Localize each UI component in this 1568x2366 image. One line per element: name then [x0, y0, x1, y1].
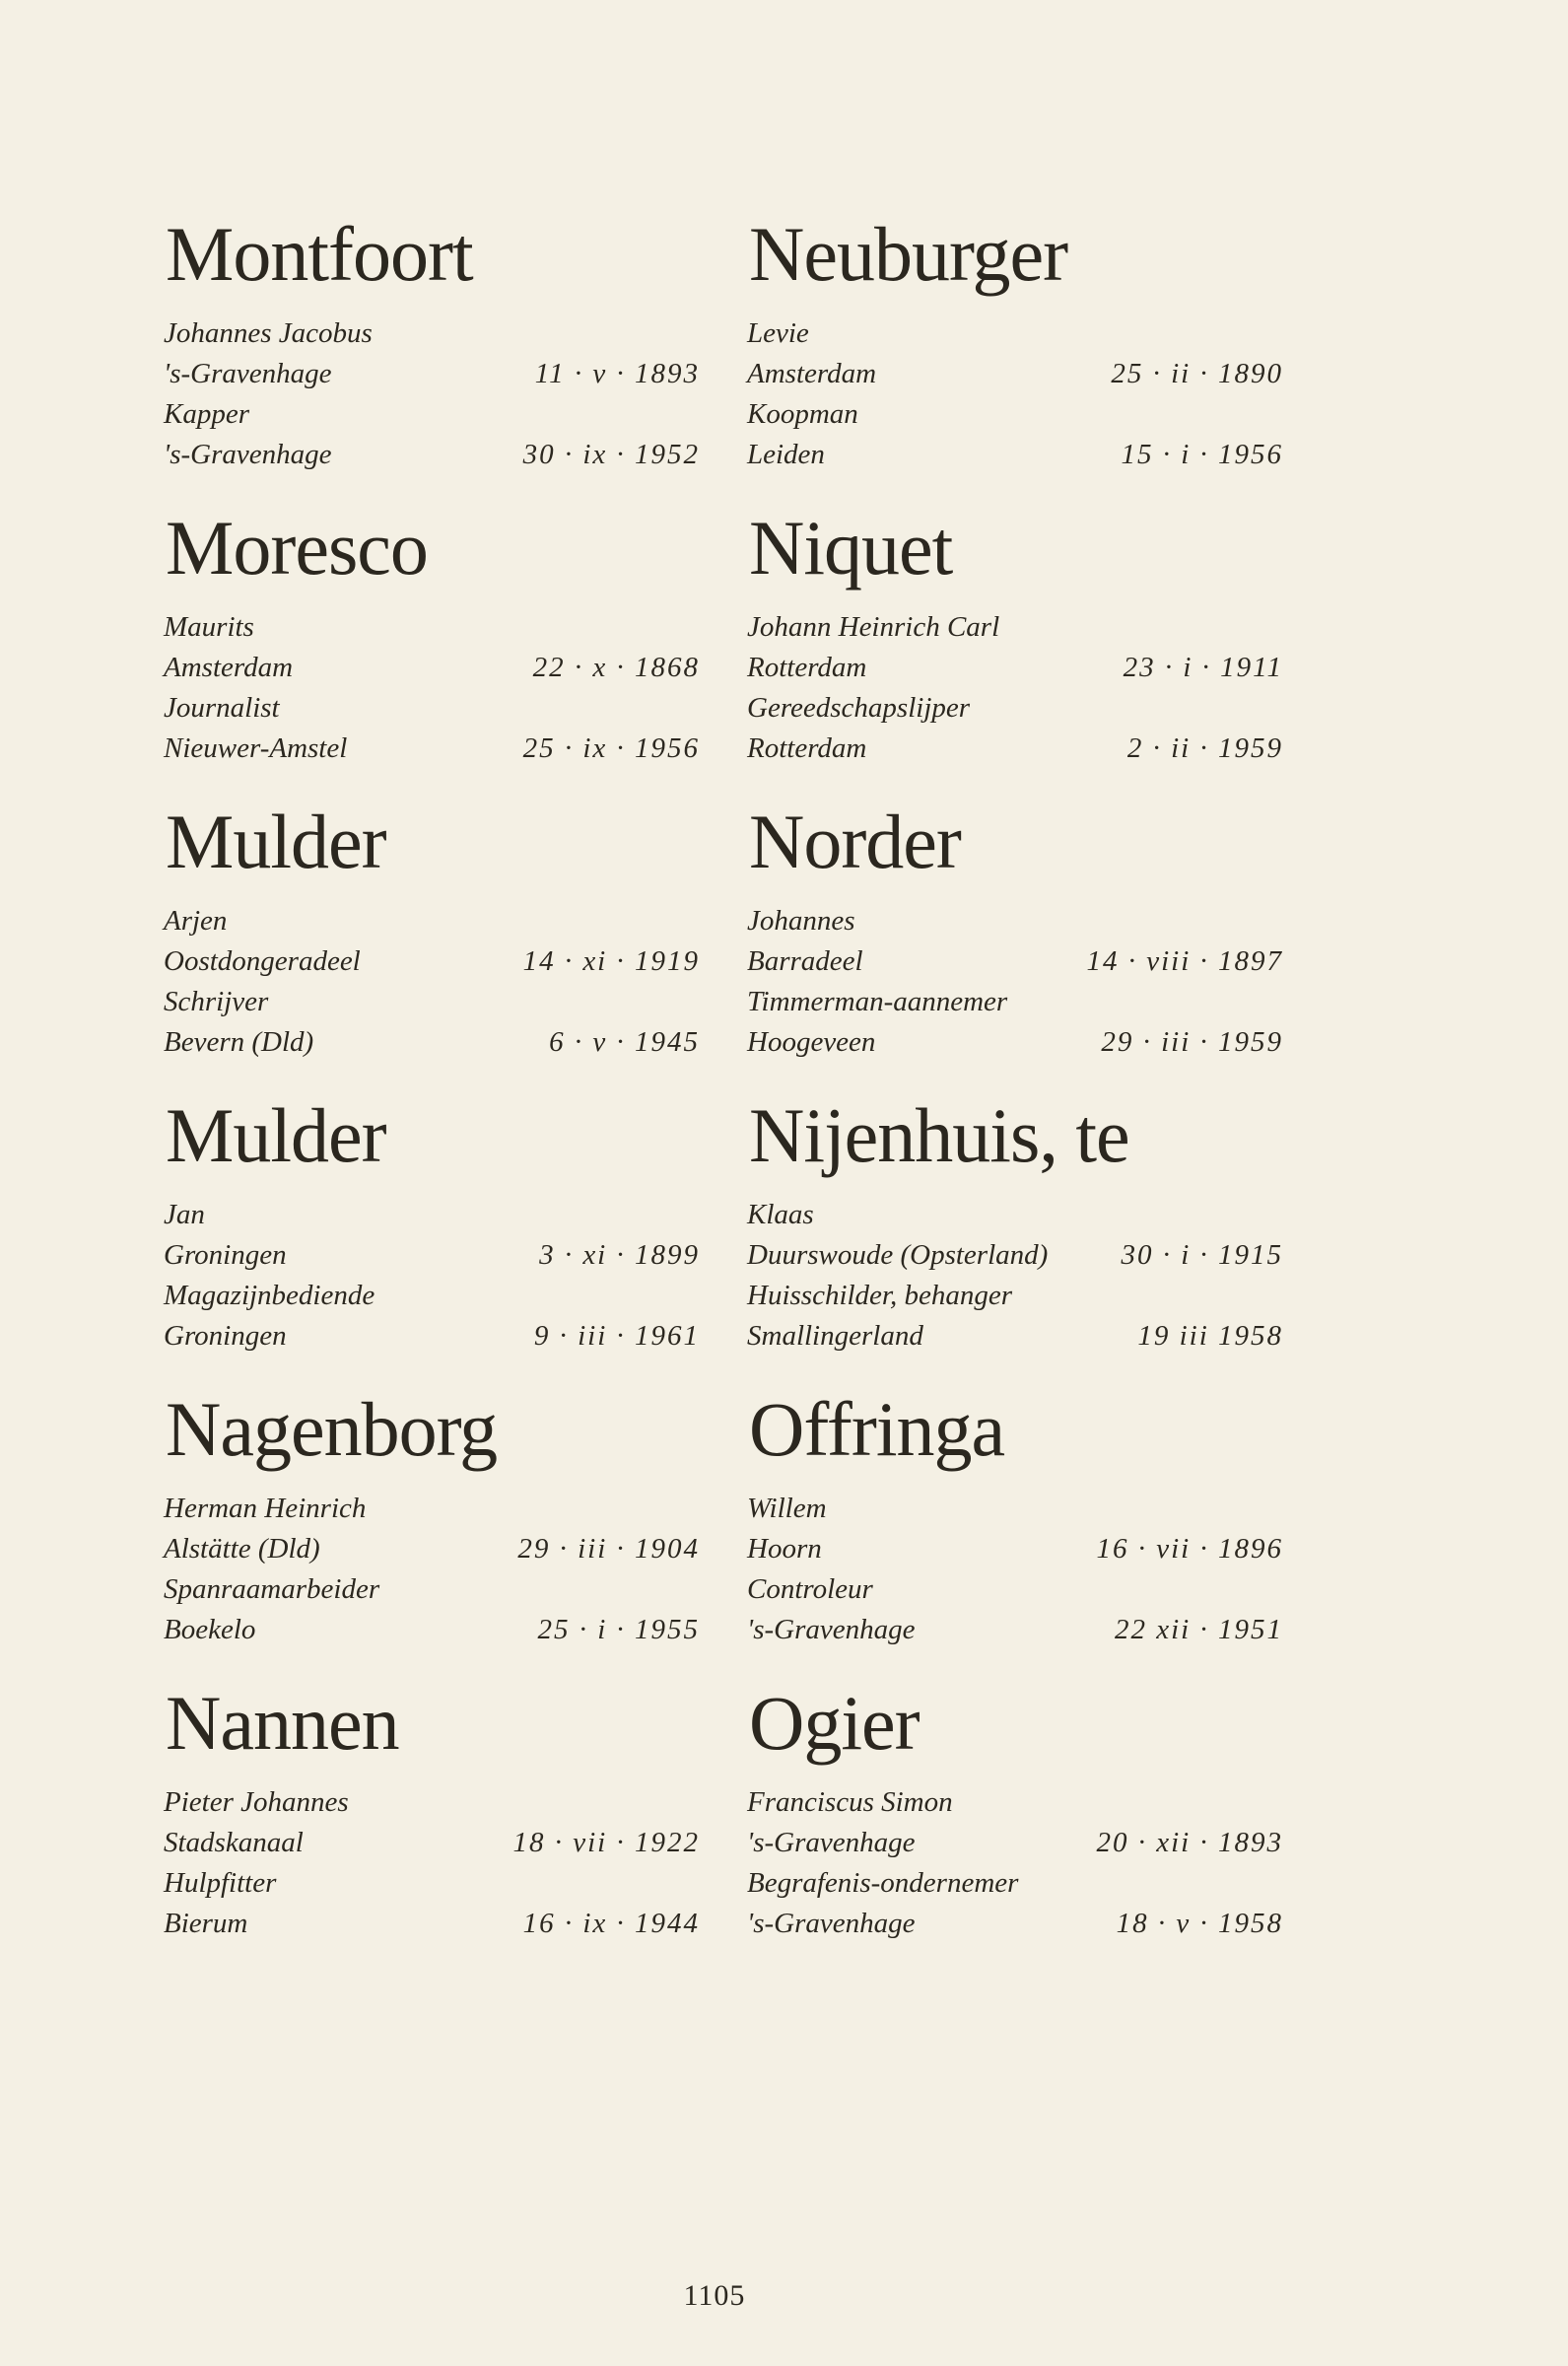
memorial-entry: [741, 1086, 1283, 1380]
birth-line: [741, 354, 1283, 394]
death-line: [741, 729, 1283, 769]
birth-place: Groningen: [164, 1239, 287, 1271]
given-names: Herman Heinrich: [164, 1493, 367, 1524]
given-names: Franciscus Simon: [747, 1786, 953, 1818]
given-names: Johann Heinrich Carl: [747, 611, 1000, 643]
occupation-line: [741, 688, 1283, 729]
birth-date: 16 · vii · 1896: [1096, 1533, 1283, 1565]
death-line: [741, 435, 1283, 475]
death-date: 16 · ix · 1944: [522, 1908, 700, 1939]
death-place: Bierum: [164, 1908, 248, 1939]
occupation-line: [158, 394, 700, 435]
birth-date: 20 · xii · 1893: [1096, 1827, 1283, 1858]
death-place: Smallingerland: [747, 1320, 923, 1352]
occupation: Hulpfitter: [164, 1867, 277, 1899]
given-names: Johannes: [747, 905, 855, 937]
birth-line: [158, 941, 700, 982]
surname: Norder: [749, 799, 961, 884]
memorial-entry: [158, 1380, 700, 1674]
surname: Mulder: [166, 799, 386, 884]
birth-date: 14 · xi · 1919: [522, 945, 700, 977]
birth-line: [741, 1529, 1283, 1569]
surname: Nijenhuis, te: [749, 1092, 1129, 1178]
given-names-line: [158, 313, 700, 354]
death-line: [158, 435, 700, 475]
given-names: Jan: [164, 1199, 205, 1230]
birth-line: [741, 941, 1283, 982]
occupation-line: [741, 1863, 1283, 1904]
surname: Nannen: [166, 1680, 399, 1766]
memorial-entry: [741, 1380, 1283, 1674]
death-place: 's-Gravenhage: [747, 1908, 916, 1939]
occupation: Kapper: [164, 398, 249, 430]
death-place: Bevern (Dld): [164, 1026, 314, 1058]
given-names-line: [741, 1195, 1283, 1235]
occupation-line: [158, 1276, 700, 1316]
birth-place: Amsterdam: [747, 358, 877, 389]
given-names-line: [741, 1489, 1283, 1529]
birth-date: 11 · v · 1893: [534, 358, 700, 389]
surname: Montfoort: [166, 211, 473, 297]
occupation-line: [741, 1276, 1283, 1316]
death-date: 30 · ix · 1952: [522, 439, 700, 470]
birth-line: [158, 1235, 700, 1276]
birth-line: [158, 1823, 700, 1863]
occupation: Controleur: [747, 1573, 873, 1605]
surname: Offringa: [749, 1386, 1005, 1472]
memorial-entry: [158, 793, 700, 1086]
memorial-entry: [158, 499, 700, 793]
death-place: Groningen: [164, 1320, 287, 1352]
death-date: 15 · i · 1956: [1121, 439, 1283, 470]
memorial-entry: [158, 1086, 700, 1380]
birth-line: [741, 648, 1283, 688]
death-line: [741, 1022, 1283, 1063]
given-names: Pieter Johannes: [164, 1786, 349, 1818]
occupation: Koopman: [747, 398, 858, 430]
birth-place: Rotterdam: [747, 652, 867, 683]
birth-date: 18 · vii · 1922: [512, 1827, 700, 1858]
occupation: Journalist: [164, 692, 280, 724]
occupation: Begrafenis-ondernemer: [747, 1867, 1019, 1899]
occupation-line: [741, 394, 1283, 435]
given-names-line: [158, 1195, 700, 1235]
surname: Mulder: [166, 1092, 386, 1178]
death-place: 's-Gravenhage: [747, 1614, 916, 1645]
given-names: Levie: [747, 317, 809, 349]
occupation-line: [158, 688, 700, 729]
death-place: 's-Gravenhage: [164, 439, 332, 470]
birth-place: Hoorn: [747, 1533, 822, 1565]
death-line: [741, 1904, 1283, 1944]
death-date: 25 · ix · 1956: [522, 732, 700, 764]
memorial-entry: [741, 1674, 1283, 1968]
given-names: Arjen: [164, 905, 228, 937]
memorial-entry: [158, 1674, 700, 1968]
death-line: [158, 1610, 700, 1650]
given-names-line: [158, 607, 700, 648]
occupation: Spanraamarbeider: [164, 1573, 380, 1605]
death-line: [741, 1610, 1283, 1650]
memorial-entry: [741, 205, 1283, 499]
birth-date: 14 · viii · 1897: [1086, 945, 1283, 977]
memorial-entry: [741, 793, 1283, 1086]
given-names-line: [741, 313, 1283, 354]
birth-date: 23 · i · 1911: [1123, 652, 1283, 683]
death-line: [158, 1904, 700, 1944]
death-line: [158, 1316, 700, 1357]
death-line: [741, 1316, 1283, 1357]
given-names-line: [741, 901, 1283, 941]
occupation-line: [741, 982, 1283, 1022]
death-date: 6 · v · 1945: [549, 1026, 700, 1058]
birth-date: 22 · x · 1868: [532, 652, 700, 683]
birth-place: Amsterdam: [164, 652, 294, 683]
birth-place: Alstätte (Dld): [164, 1533, 320, 1565]
occupation-line: [158, 982, 700, 1022]
occupation: Magazijnbediende: [164, 1280, 375, 1311]
death-date: 18 · v · 1958: [1116, 1908, 1283, 1939]
death-place: Leiden: [747, 439, 825, 470]
death-place: Rotterdam: [747, 732, 867, 764]
given-names-line: [158, 1782, 700, 1823]
given-names-line: [741, 1782, 1283, 1823]
occupation: Timmerman-aannemer: [747, 986, 1008, 1017]
surname: Moresco: [166, 505, 428, 591]
birth-line: [741, 1235, 1283, 1276]
given-names-line: [158, 1489, 700, 1529]
right-column: [741, 205, 1283, 1968]
given-names: Klaas: [747, 1199, 814, 1230]
death-line: [158, 1022, 700, 1063]
surname: Niquet: [749, 505, 953, 591]
death-date: 22 xii · 1951: [1115, 1614, 1283, 1645]
death-place: Nieuwer-Amstel: [164, 732, 348, 764]
death-place: Boekelo: [164, 1614, 256, 1645]
surname: Ogier: [749, 1680, 920, 1766]
given-names: Johannes Jacobus: [164, 317, 373, 349]
given-names: Maurits: [164, 611, 254, 643]
surname: Nagenborg: [166, 1386, 498, 1472]
birth-date: 25 · ii · 1890: [1111, 358, 1283, 389]
birth-line: [158, 648, 700, 688]
death-line: [158, 729, 700, 769]
occupation-line: [741, 1569, 1283, 1610]
occupation-line: [158, 1569, 700, 1610]
death-date: 9 · iii · 1961: [533, 1320, 700, 1352]
birth-place: Barradeel: [747, 945, 863, 977]
occupation-line: [158, 1863, 700, 1904]
given-names-line: [158, 901, 700, 941]
birth-date: 30 · i · 1915: [1121, 1239, 1283, 1271]
birth-date: 29 · iii · 1904: [517, 1533, 700, 1565]
birth-place: Oostdongeradeel: [164, 945, 361, 977]
birth-place: 's-Gravenhage: [164, 358, 332, 389]
given-names: Willem: [747, 1493, 827, 1524]
page-number: 1105: [683, 2279, 746, 2312]
death-date: 2 · ii · 1959: [1126, 732, 1283, 764]
occupation: Schrijver: [164, 986, 269, 1017]
birth-place: Duurswoude (Opsterland): [747, 1239, 1049, 1271]
given-names-line: [741, 607, 1283, 648]
birth-place: Stadskanaal: [164, 1827, 304, 1858]
death-date: 19 iii 1958: [1137, 1320, 1283, 1352]
death-date: 29 · iii · 1959: [1101, 1026, 1283, 1058]
birth-date: 3 · xi · 1899: [539, 1239, 700, 1271]
memorial-entry: [158, 205, 700, 499]
occupation: Huisschilder, behanger: [747, 1280, 1013, 1311]
birth-line: [741, 1823, 1283, 1863]
death-place: Hoogeveen: [747, 1026, 876, 1058]
surname: Neuburger: [749, 211, 1068, 297]
death-date: 25 · i · 1955: [537, 1614, 700, 1645]
left-column: [158, 205, 700, 1968]
memorial-entry: [741, 499, 1283, 793]
occupation: Gereedschapslijper: [747, 692, 971, 724]
birth-place: 's-Gravenhage: [747, 1827, 916, 1858]
birth-line: [158, 1529, 700, 1569]
birth-line: [158, 354, 700, 394]
